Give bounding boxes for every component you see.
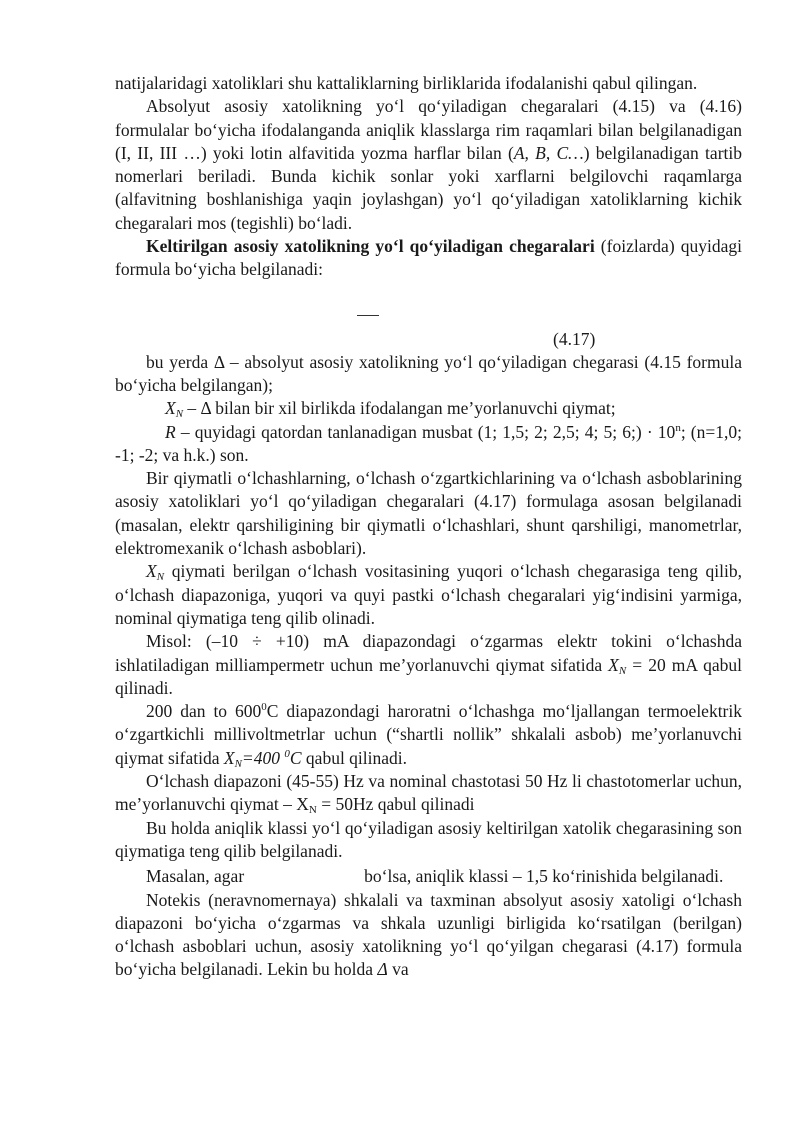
- p6-symbol: R: [165, 421, 176, 442]
- p13-text-b: bo‘lsa, aniqlik klassi – 1,5 ko‘rinishida belgilanadi.: [364, 866, 724, 887]
- p14-delta: Δ: [377, 959, 388, 980]
- p5-rest: – Δ bilan bir xil birlikda ifodalangan me’yorlanuvchi qiymat;: [183, 398, 616, 419]
- p10-degree-2: 0: [284, 747, 290, 760]
- p8-rest: qiymati berilgan o‘lchash vositasining yuqori o‘lchash chegarasiga teng qilib, o‘lchash diapazoniga, yuqori va quyi pastki o‘lchash chegaralari yig‘indisini yarmiga, nominal qiymatiga teng qilib olinadi.: [115, 561, 742, 628]
- p10-degree: 0: [261, 701, 267, 714]
- paragraph-2: [115, 95, 742, 235]
- p13-text-a: Masalan, agar: [146, 866, 245, 887]
- formula-fraction-line: [115, 305, 742, 328]
- p6-superscript: n: [675, 421, 681, 434]
- paragraph-14: [115, 889, 742, 982]
- p3-bold-term: Keltirilgan asosiy xatolikning yo‘l qo‘yiladigan chegaralari: [146, 236, 595, 257]
- p9-symbol: X: [608, 654, 619, 675]
- equation-number-line: [115, 328, 742, 351]
- paragraph-1: natijalaridagi xatoliklari shu kattaliklarning birliklarida ifodalanishi qabul qilingan.: [115, 73, 698, 93]
- document-page: [115, 72, 742, 982]
- p14-text: Notekis (neravnomernaya) shkalali va taxminan absolyut asosiy xatoligi o‘lchash diapazoni bo‘yicha o‘zgarmas va shkala uzunligi birligida ko‘rsatilgan (berilgan) o‘lchash asboblari uchun, asosiy xatolikning yo‘l qo‘yilgan chegarasi (4.17) formula bo‘yicha belgilanadi. Lekin bu holda: [115, 889, 742, 980]
- p2-letters: A, B, C…: [513, 142, 584, 163]
- p6-end: ; (n=1,0; -1; -2; va h.k.) son.: [115, 421, 742, 465]
- p10-end: qabul qilinadi.: [301, 747, 408, 768]
- paragraph-11: [115, 770, 742, 817]
- p3-rest: (foizlarda) quyidagi formula bo‘yicha belgilanadi:: [115, 236, 743, 280]
- p2-text-rest: ) belgilanadigan tartib nomerlari beriladi. Bunda kichik sonlar yoki xarflarni belgilovchi raqamlarga (alfavitning boshlanishiga yaqin joylashgan) yo‘l qo‘yiladigan xatoliklarning kichik chegaralari mos (tegishli) bo‘ladi.: [115, 142, 742, 233]
- equation-number: (4.17): [553, 328, 596, 349]
- p8-subscript: N: [156, 571, 165, 584]
- paragraph-3: [115, 235, 742, 282]
- p10-subscript: N: [234, 757, 242, 770]
- p11-text: O‘lchash diapazoni (45-55) Hz va nominal chastotasi 50 Hz li chastotomerlar uchun, me’yorlanuvchi qiymat – X: [115, 771, 742, 815]
- p10-text-b: C diapazondagi haroratni o‘lchashga mo‘ljallangan termoelektrik o‘zgartkichli millivoltmetrlar uchun (“shartli nollik” shkalali asbob) me’yorlanuvchi qiymat sifatida: [115, 701, 742, 768]
- formula-blank-line: [115, 282, 742, 305]
- p9-text: Misol: (–10 ÷ +10) mA diapazondagi o‘zgarmas elektr tokini o‘lchashda ishlatiladigan milliampermetr uchun me’yorlanuvchi qiymat sifatida: [115, 631, 742, 675]
- paragraph-10: [115, 700, 742, 770]
- paragraph-12: Bu holda aniqlik klassi yo‘l qo‘yiladigan asosiy keltirilgan xatolik chegarasining son qiymatiga teng qilib belgilanadi.: [115, 817, 742, 861]
- paragraph-13: [115, 865, 742, 888]
- paragraph-9: [115, 630, 742, 700]
- paragraph-8: [115, 560, 742, 630]
- p10-value: =400: [241, 747, 285, 768]
- p10-unit: C: [289, 747, 302, 768]
- p11-end: = 50Hz qabul qilinadi: [316, 794, 475, 815]
- p9-subscript: N: [618, 664, 627, 677]
- p8-symbol: X: [146, 561, 157, 582]
- p14-end: va: [387, 959, 409, 980]
- p11-subscript: N: [308, 804, 317, 817]
- p6-rest: – quyidagi qatordan tanlanadigan musbat (1; 1,5; 2; 2,5; 4; 5; 6;) · 10: [175, 421, 676, 442]
- paragraph-5: [115, 397, 742, 420]
- paragraph-4: bu yerda Δ – absolyut asosiy xatolikning yo‘l qo‘yiladigan chegarasi (4.15 formula bo‘yicha belgilangan);: [115, 351, 742, 395]
- fraction-bar: [357, 315, 379, 316]
- p9-end: = 20 mA qabul qilinadi.: [115, 654, 742, 698]
- p10-text-a: 200 dan to 600: [146, 701, 262, 722]
- paragraph-6: [115, 421, 742, 468]
- p2-text: Absolyut asosiy xatolikning yo‘l qo‘yiladigan chegaralari (4.15) va (4.16) formulalar bo‘yicha ifodalanganda aniqlik klasslarga rim raqamlari bilan belgilanadigan (I, II, III …) yoki lotin alfavitida yozma harflar bilan (: [115, 96, 742, 163]
- p5-subscript: N: [175, 408, 184, 421]
- p10-symbol: X: [223, 747, 235, 768]
- p5-symbol: X: [165, 398, 176, 419]
- paragraph-7: Bir qiymatli o‘lchashlarning, o‘lchash o‘zgartkichlarining va o‘lchash asboblarining asosiy xatoliklari yo‘l qo‘yiladigan chegaralari (4.17) formulaga asosan belgilanadi (masalan, elektr qarshiligining bir qiymatli o‘lchashlari, shunt qarshiligi, manometrlar, elektromexanik o‘lchash asboblari).: [115, 468, 742, 559]
